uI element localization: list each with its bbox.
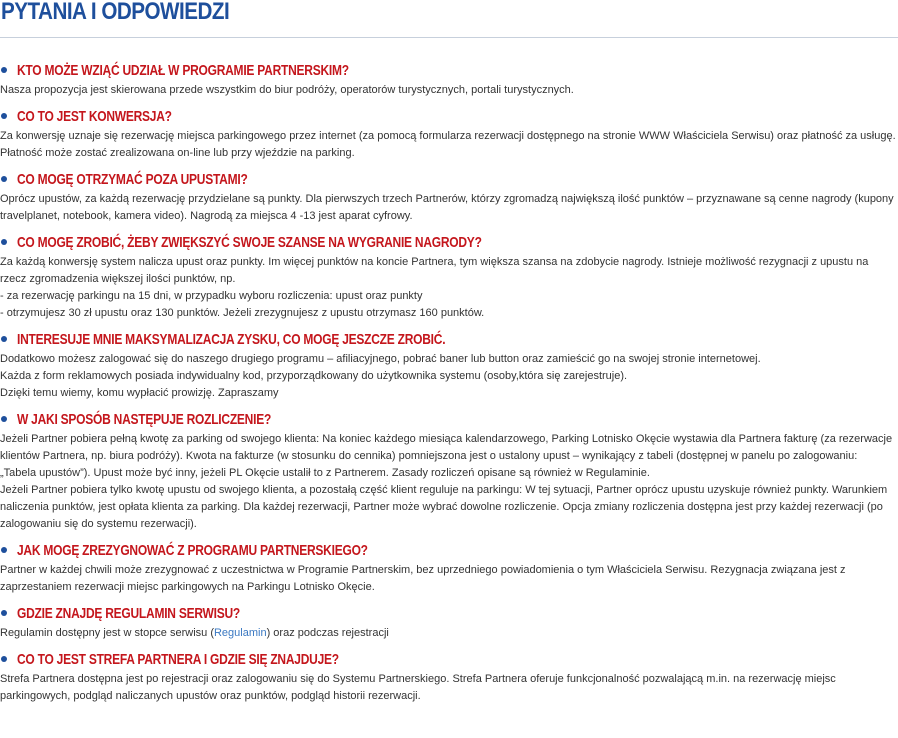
bullet-icon bbox=[1, 416, 7, 422]
faq-answer bbox=[0, 431, 898, 533]
answer-text: Regulamin dostępny jest w stopce serwisu ( bbox=[0, 627, 214, 639]
answer-paragraph: Za każdą konwersję system nalicza upust oraz punkty. Im więcej punktów na koncie Partnera, tym większa szansa na zdobycie nagrody. Istnieje możliwość rezygnacji z upustu na rzecz zgromadzenia większej ilości punktów, np. bbox=[0, 256, 869, 285]
answer-paragraph: Za konwersję uznaje się rezerwację miejsca parkingowego przez internet (za pomocą formularza rezerwacji dostępnego na stronie WWW Właściciela Serwisu) oraz płatność za usługę. Płatność może zostać zrealizowana on-line lub przy wjeździe na parking. bbox=[0, 130, 896, 159]
faq-list bbox=[0, 62, 898, 714]
faq-item bbox=[0, 108, 898, 162]
faq-item bbox=[0, 331, 898, 402]
faq-question: GDZIE ZNAJDĘ REGULAMIN SERWISU? bbox=[17, 605, 241, 622]
answer-paragraph: Dzięki temu wiemy, komu wypłacić prowizję. Zapraszamy bbox=[0, 387, 279, 399]
answer-paragraph: Jeżeli Partner pobiera tylko kwotę upustu od swojego klienta, a pozostałą część klient reguluje na parkingu: W tej sytuacji, Partner oprócz upustu uzyskuje również punkty. Warunkiem naliczenia punktów, jest opłata klienta za parking. Dla każdej rezerwacji, Partner może wybrać dowolne rozliczenie. Opcja zmiany rozliczenia dostępna jest przy każdej rezerwacji (po zalogowaniu się do systemu rezerwacji). bbox=[0, 484, 888, 530]
faq-answer bbox=[0, 625, 898, 642]
faq-item bbox=[0, 651, 898, 705]
faq-answer bbox=[0, 82, 898, 99]
answer-paragraph: Jeżeli Partner pobiera pełną kwotę za parking od swojego klienta: Na koniec każdego miesiąca kalendarzowego, Parking Lotnisko Okęcie wystawia dla Partnera fakturę (za rezerwacje klientów Partnera, np. biura podróży). Kwota na fakturze (w stosunku do cennika) pomniejszona jest o ustalony upust – wynikający z tabeli (dostępnej w panelu po zalogowaniu: „Tabela upustów”). Upust może być inny, jeżeli PL Okęcie ustalił to z Partnerem. Zasady rozliczeń opisane są również w Regulaminie. bbox=[0, 433, 893, 479]
answer-paragraph: Nasza propozycja jest skierowana przede wszystkim do biur podróży, operatorów turystycznych, portali turystycznych. bbox=[0, 84, 574, 96]
page-title: PYTANIA I ODPOWIEDZI bbox=[1, 0, 230, 25]
faq-question: CO TO JEST KONWERSJA? bbox=[17, 108, 172, 125]
regulamin-link[interactable]: Regulamin bbox=[213, 627, 267, 639]
answer-paragraph: - za rezerwację parkingu na 15 dni, w przypadku wyboru rozliczenia: upust oraz punkty bbox=[0, 290, 423, 302]
bullet-icon bbox=[1, 113, 7, 119]
faq-item bbox=[0, 62, 898, 99]
faq-question: W JAKI SPOSÓB NASTĘPUJE ROZLICZENIE? bbox=[17, 411, 272, 428]
faq-answer bbox=[0, 562, 898, 596]
bullet-icon bbox=[1, 547, 7, 553]
faq-item bbox=[0, 171, 898, 225]
faq-item bbox=[0, 411, 898, 533]
answer-text: ) oraz podczas rejestracji bbox=[266, 627, 389, 639]
bullet-icon bbox=[1, 67, 7, 73]
faq-answer bbox=[0, 191, 898, 225]
faq-question: INTERESUJE MNIE MAKSYMALIZACJA ZYSKU, CO MOGĘ JESZCZE ZROBIĆ. bbox=[17, 331, 446, 348]
faq-answer bbox=[0, 128, 898, 162]
bullet-icon bbox=[1, 239, 7, 245]
faq-item bbox=[0, 605, 898, 642]
title-divider bbox=[0, 37, 898, 38]
faq-item bbox=[0, 234, 898, 322]
faq-question: CO TO JEST STREFA PARTNERA I GDZIE SIĘ ZNAJDUJE? bbox=[17, 651, 339, 668]
faq-question: JAK MOGĘ ZREZYGNOWAĆ Z PROGRAMU PARTNERSKIEGO? bbox=[17, 542, 368, 559]
faq-answer bbox=[0, 671, 898, 705]
faq-item bbox=[0, 542, 898, 596]
faq-answer bbox=[0, 351, 898, 402]
faq-question: KTO MOŻE WZIĄĆ UDZIAŁ W PROGRAMIE PARTNERSKIM? bbox=[17, 62, 349, 79]
bullet-icon bbox=[1, 656, 7, 662]
bullet-icon bbox=[1, 176, 7, 182]
bullet-icon bbox=[1, 336, 7, 342]
faq-question: CO MOGĘ OTRZYMAĆ POZA UPUSTAMI? bbox=[17, 171, 248, 188]
answer-paragraph: - otrzymujesz 30 zł upustu oraz 130 punktów. Jeżeli zrezygnujesz z upustu otrzymasz 160 punktów. bbox=[0, 307, 485, 319]
faq-question: CO MOGĘ ZROBIĆ, ŻEBY ZWIĘKSZYĆ SWOJE SZANSE NA WYGRANIE NAGRODY? bbox=[17, 234, 482, 251]
answer-paragraph: Strefa Partnera dostępna jest po rejestracji oraz zalogowaniu się do Systemu Partnerskiego. Strefa Partnera oferuje funkcjonalność pozwalającą m.in. na rezerwację miejsc parkingowych, podgląd naliczanych upustów oraz punktów, podgląd historii rezerwacji. bbox=[0, 673, 836, 702]
bullet-icon bbox=[1, 610, 7, 616]
answer-paragraph: Oprócz upustów, za każdą rezerwację przydzielane są punkty. Dla pierwszych trzech Partnerów, którzy zgromadzą największą ilość punktów – przyznawane są cenne nagrody (kupony travelplanet, notebook, kamera video). Nagrodą za miejsca 4 -13 jest aparat cyfrowy. bbox=[0, 193, 894, 222]
answer-paragraph: Partner w każdej chwili może zrezygnować z uczestnictwa w Programie Partnerskim, bez uprzedniego powiadomienia o tym Właściciela Serwisu. Rezygnacja związana jest z zaprzestaniem rezerwacji miejsc parkingowych na Parkingu Lotnisko Okęcie. bbox=[0, 564, 846, 593]
answer-paragraph: Każda z form reklamowych posiada indywidualny kod, przyporządkowany do użytkownika systemu (osoby,która się zarejestruje). bbox=[0, 370, 628, 382]
faq-answer bbox=[0, 254, 898, 322]
answer-paragraph: Dodatkowo możesz zalogować się do naszego drugiego programu – afiliacyjnego, pobrać baner lub button oraz zamieścić go na swojej stronie internetowej. bbox=[0, 353, 761, 365]
answer-paragraph bbox=[0, 625, 896, 642]
